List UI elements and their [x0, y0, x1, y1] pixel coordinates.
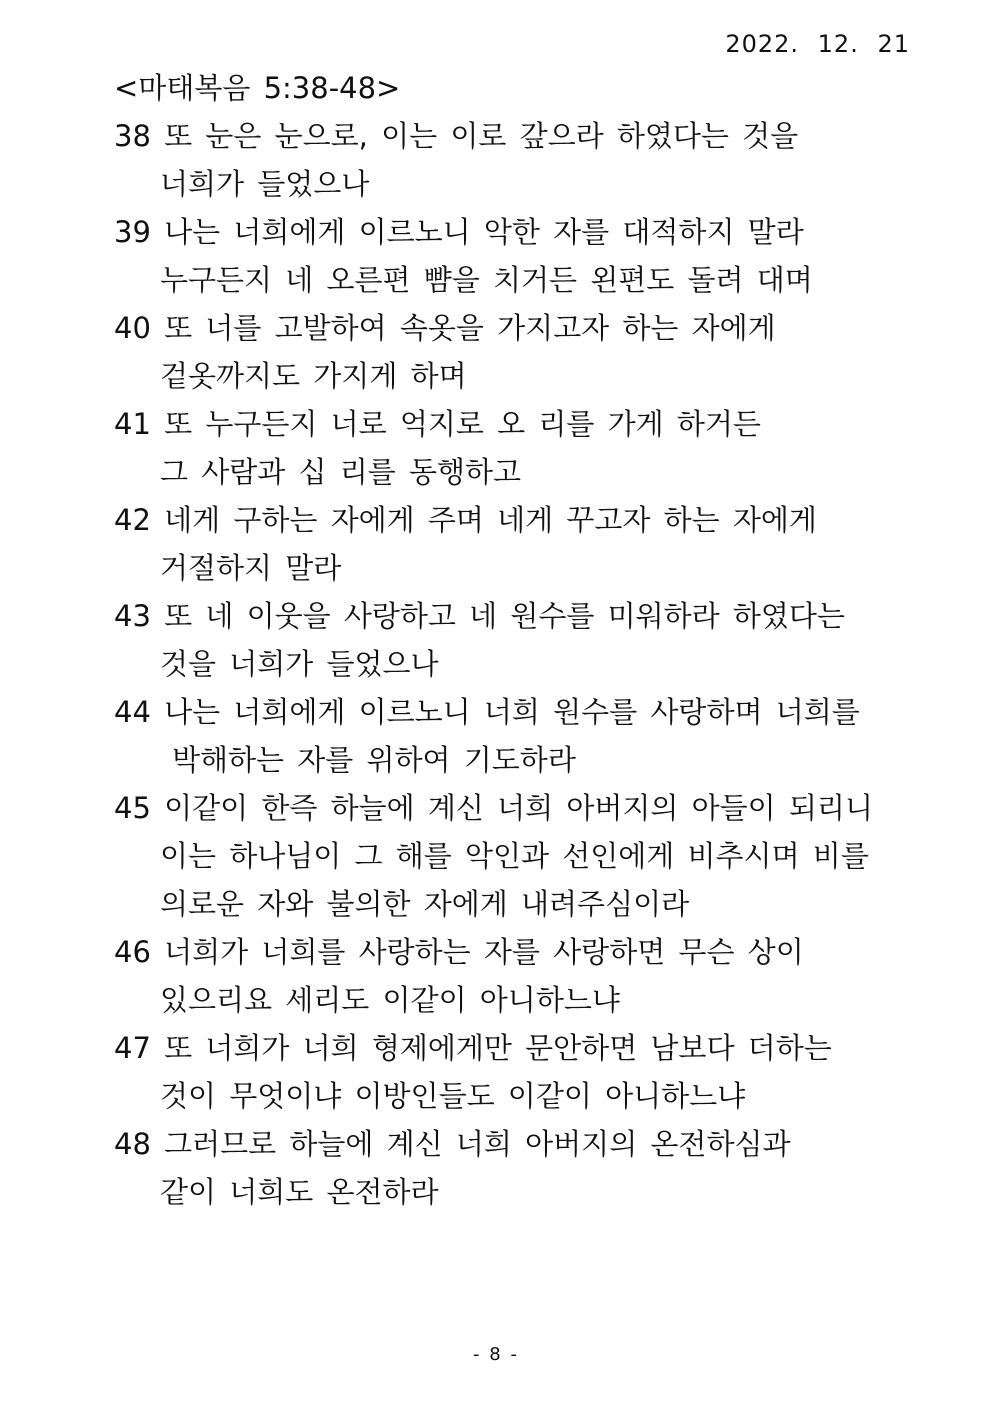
- verse-44-line-1: 44 나는 너희에게 이르노니 너희 원수를 사랑하며 너희를: [114, 695, 860, 729]
- verse-43-line-1: 43 또 네 이웃을 사랑하고 네 원수를 미워하라 하였다는: [114, 599, 845, 633]
- verse-48-line-1: 48 그러므로 하늘에 계신 너희 아버지의 온전하심과: [114, 1127, 791, 1161]
- verse-38-line-1: 38 또 눈은 눈으로, 이는 이로 갚으라 하였다는 것을: [114, 119, 799, 153]
- verse-40-line-2: 겉옷까지도 가지게 하며: [160, 359, 467, 393]
- verse-41-line-1: 41 또 누구든지 너로 억지로 오 리를 가게 하거든: [114, 407, 761, 441]
- verse-47-line-1: 47 또 너희가 너희 형제에게만 문안하면 남보다 더하는: [114, 1031, 832, 1065]
- verse-46-line-1: 46 너희가 너희를 사랑하는 자를 사랑하면 무슨 상이: [114, 935, 804, 969]
- verse-40-line-1: 40 또 너를 고발하여 속옷을 가지고자 하는 자에게: [114, 311, 776, 345]
- verse-45-line-1: 45 이같이 한즉 하늘에 계신 너희 아버지의 아들이 되리니: [114, 791, 873, 825]
- verse-39-line-1: 39 나는 너희에게 이르노니 악한 자를 대적하지 말라: [114, 215, 804, 249]
- verse-48-line-2: 같이 너희도 온전하라: [160, 1175, 439, 1209]
- page-number: - 8 -: [473, 1344, 519, 1365]
- verse-45-line-2: 이는 하나님이 그 해를 악인과 선인에게 비추시며 비를: [160, 839, 869, 873]
- verse-41-line-2: 그 사람과 십 리를 동행하고: [160, 455, 522, 489]
- verse-46-line-2: 있으리요 세리도 이같이 아니하느냐: [160, 983, 620, 1017]
- passage-title: <마태복음 5:38-48>: [114, 71, 401, 105]
- verse-45-line-3: 의로운 자와 불의한 자에게 내려주심이라: [160, 887, 690, 921]
- passage-body: [114, 64, 934, 1216]
- verse-47-line-2: 것이 무엇이냐 이방인들도 이같이 아니하느냐: [160, 1079, 746, 1113]
- verse-42-line-1: 42 네게 구하는 자에게 주며 네게 꾸고자 하는 자에게: [114, 503, 817, 537]
- verse-38-line-2: 너희가 들었으나: [160, 167, 370, 201]
- verse-39-line-2: 누구든지 네 오른편 뺨을 치거든 왼편도 돌려 대며: [160, 263, 813, 297]
- document-date: 2022. 12. 21: [725, 30, 910, 58]
- verse-42-line-2: 거절하지 말라: [160, 551, 342, 585]
- verse-43-line-2: 것을 너희가 들었으나: [160, 647, 439, 681]
- verse-44-line-2: 박해하는 자를 위하여 기도하라: [172, 743, 576, 777]
